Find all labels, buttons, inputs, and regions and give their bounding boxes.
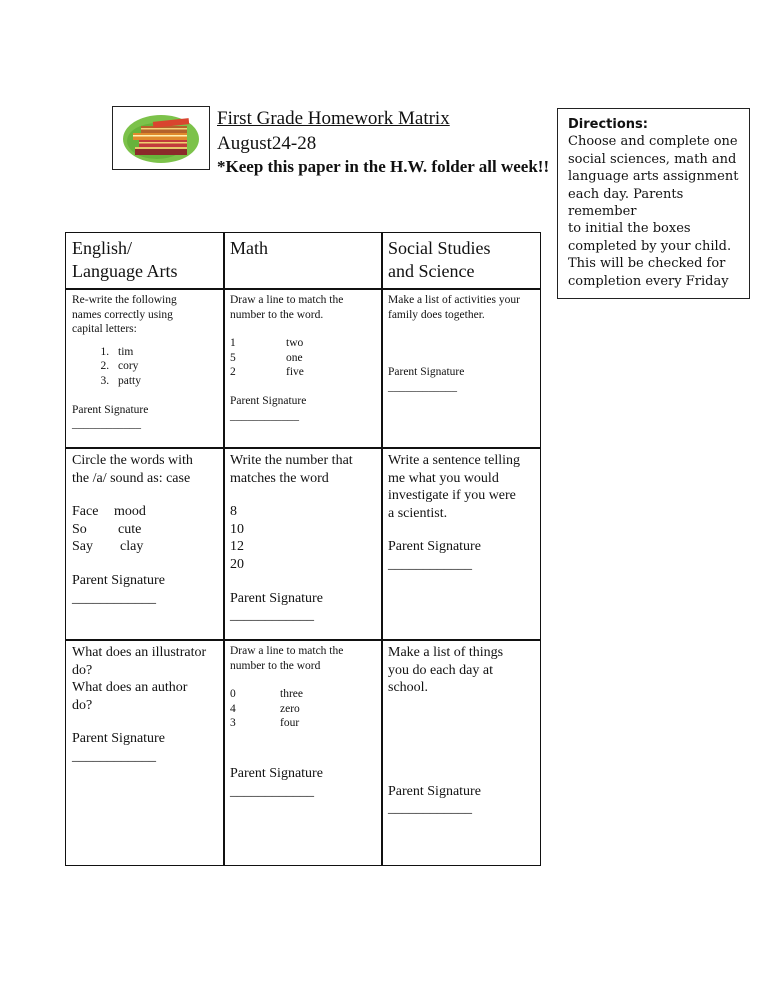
cell-math-3 xyxy=(224,640,381,865)
instruction-line: Make a list of things xyxy=(388,645,504,660)
match-number: 1 xyxy=(230,337,236,350)
column-header-ela xyxy=(66,233,223,288)
match-number: 3 xyxy=(230,717,236,730)
match-pair xyxy=(230,702,375,717)
cell-ela-3 xyxy=(66,640,223,865)
instruction-line: Circle the words with xyxy=(72,453,193,468)
match-word: two xyxy=(286,337,304,350)
instruction-line: What does an illustrator xyxy=(72,645,207,660)
instruction-line: Re-write the following xyxy=(72,294,177,306)
match-word: zero xyxy=(280,702,300,715)
directions-line: to initial the boxes xyxy=(568,221,691,237)
instruction-line: names correctly using xyxy=(72,308,173,321)
parent-signature-line[interactable]: ____________ xyxy=(72,590,156,606)
parent-signature-line[interactable]: ____________ xyxy=(388,380,457,393)
match-pair xyxy=(230,716,375,731)
column-header-social xyxy=(382,233,540,288)
parent-signature-label: Parent Signature xyxy=(72,731,165,747)
cell-social-1 xyxy=(382,289,540,447)
parent-signature-line[interactable]: ____________ xyxy=(72,748,156,764)
word-choice: clay xyxy=(120,539,144,555)
list-item: 1. tim xyxy=(112,345,217,360)
match-number: 4 xyxy=(230,702,236,715)
list-item: 3. patty xyxy=(112,374,217,389)
parent-signature-label: Parent Signature xyxy=(230,590,323,606)
parent-signature-label: Parent Signature xyxy=(388,539,481,555)
match-number: 5 xyxy=(230,351,236,364)
instruction-line: Write a sentence telling xyxy=(388,453,520,468)
instruction-line: do? xyxy=(72,662,93,678)
parent-signature-line[interactable]: ____________ xyxy=(72,418,141,431)
instruction-line: Write the number that xyxy=(230,453,353,468)
header-line: Math xyxy=(230,238,268,258)
parent-signature-line[interactable]: ____________ xyxy=(230,783,314,799)
parent-signature-label: Parent Signature xyxy=(72,572,165,588)
directions-line: completed by your child. xyxy=(568,238,732,254)
match-word: three xyxy=(280,688,303,701)
match-pair xyxy=(230,687,375,702)
folder-note: *Keep this paper in the H.W. folder all week!! xyxy=(217,157,550,176)
word-pair xyxy=(72,521,217,539)
number-item: 10 xyxy=(230,521,244,537)
cell-social-3 xyxy=(382,640,540,865)
cell-math-2 xyxy=(224,448,381,639)
directions-box xyxy=(557,108,750,299)
header-line: Social Studies xyxy=(388,238,491,258)
instruction-line: What does an author xyxy=(72,680,188,696)
instruction-line: capital letters: xyxy=(72,323,137,336)
parent-signature-label: Parent Signature xyxy=(230,394,307,407)
instruction-line: number to the word. xyxy=(230,308,324,321)
word-pair xyxy=(72,538,217,556)
match-pair xyxy=(230,351,375,366)
instruction-line: matches the word xyxy=(230,470,329,486)
page-title: First Grade Homework Matrix xyxy=(217,108,450,129)
cell-social-2 xyxy=(382,448,540,639)
instruction-line: do? xyxy=(72,697,93,713)
word-choice: Say xyxy=(72,539,93,555)
directions-line: completion every Friday xyxy=(568,273,729,289)
directions-line: This will be checked for xyxy=(568,256,726,272)
instruction-line: you do each day at xyxy=(388,662,493,678)
instruction-line: Draw a line to match the xyxy=(230,645,344,657)
directions-line: each day. Parents remember xyxy=(568,186,684,220)
instruction-line: me what you would xyxy=(388,470,499,486)
parent-signature-label: Parent Signature xyxy=(230,765,323,781)
cell-math-1 xyxy=(224,289,381,447)
directions-line: Choose and complete one xyxy=(568,134,738,150)
match-pair xyxy=(230,365,375,380)
homework-matrix xyxy=(65,232,541,866)
instruction-line: number to the word xyxy=(230,659,321,672)
match-number: 0 xyxy=(230,688,236,701)
directions-line: social sciences, math and xyxy=(568,151,737,167)
header-line: English/ xyxy=(72,238,133,258)
column-header-math xyxy=(224,233,381,288)
cell-ela-2 xyxy=(66,448,223,639)
match-pair xyxy=(230,336,375,351)
word-choice: So xyxy=(72,521,87,537)
match-word: four xyxy=(280,717,300,730)
parent-signature-line[interactable]: ____________ xyxy=(388,556,472,572)
word-choice: mood xyxy=(114,504,146,520)
word-choice: Face xyxy=(72,504,99,520)
header-line: Language Arts xyxy=(72,261,178,281)
parent-signature-label: Parent Signature xyxy=(72,403,149,416)
parent-signature-line[interactable]: ____________ xyxy=(388,801,472,817)
number-item: 12 xyxy=(230,539,244,555)
name-list xyxy=(72,345,217,389)
match-number: 2 xyxy=(230,366,236,379)
instruction-line: the /a/ sound as: case xyxy=(72,470,191,486)
header-line: and Science xyxy=(388,261,475,281)
word-choice: cute xyxy=(118,521,142,537)
instruction-line: investigate if you were xyxy=(388,488,516,504)
directions-text xyxy=(568,133,741,290)
parent-signature-line[interactable]: ____________ xyxy=(230,409,299,422)
parent-signature-label: Parent Signature xyxy=(388,783,481,799)
parent-signature-line[interactable]: ____________ xyxy=(230,608,314,624)
parent-signature-label: Parent Signature xyxy=(388,366,465,379)
match-word: one xyxy=(286,351,303,364)
directions-heading: Directions: xyxy=(568,117,648,132)
number-item: 20 xyxy=(230,556,244,572)
cell-ela-1 xyxy=(66,289,223,447)
instruction-line: Draw a line to match the xyxy=(230,294,344,306)
match-word: five xyxy=(286,366,304,379)
books-clipart xyxy=(112,106,210,170)
instruction-line: family does together. xyxy=(388,308,485,321)
directions-line: language arts assignment xyxy=(568,169,739,185)
date-range: August24-28 xyxy=(217,133,317,154)
instruction-line: school. xyxy=(388,680,429,696)
instruction-line: a scientist. xyxy=(388,505,448,521)
word-pair xyxy=(72,503,217,521)
number-item: 8 xyxy=(230,504,237,520)
instruction-line: Make a list of activities your xyxy=(388,294,520,306)
list-item: 2. cory xyxy=(112,359,217,374)
books-icon xyxy=(113,107,209,169)
